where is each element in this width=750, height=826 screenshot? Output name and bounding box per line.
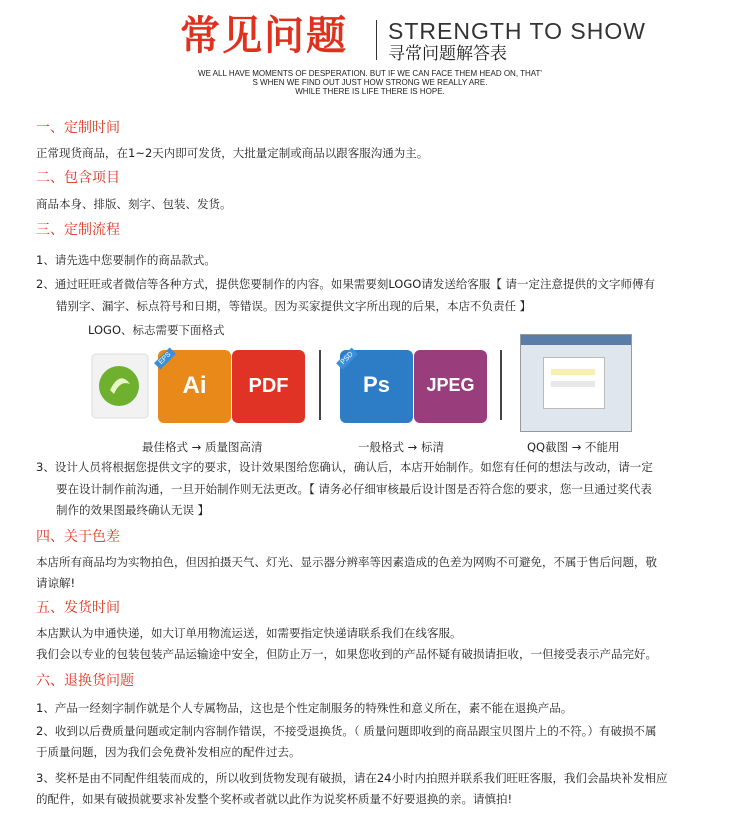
- jpeg-label: JPEG: [426, 375, 475, 395]
- return-rule-3-cont: 的配件，如果有破损就要求补发整个奖杯或者就以此作为说奖杯质量不好要退换的亲。请慎拍!: [36, 792, 513, 806]
- section-text: 本店所有商品均为实物拍色，但因拍摄天气、灯光、显示器分辨率等因素造成的色差为网购不可避免，不属于售后问题，敬: [36, 555, 657, 569]
- section-text: 我们会以专业的包装包装产品运输途中安全，但防止万一，如果您收到的产品怀疑有破损请拒收，一但接受表示产品完好。: [36, 647, 657, 661]
- process-step-3: 3、设计人员将根据您提供文字的要求，设计效果图给您确认，确认后，本店开始制作。如您有任何的想法与改动，请一定: [36, 460, 653, 474]
- quote-line: S WHEN WE FIND OUT JUST HOW STRONG WE REALLY ARE.: [252, 78, 488, 87]
- section-title-included: 二、包含项目: [36, 170, 120, 186]
- ai-label: Ai: [182, 372, 207, 399]
- section-title-custom-time: 一、定制时间: [36, 120, 120, 136]
- return-rule-3: 3、奖杯是由不同配件组装而成的，所以收到货物发现有破损，请在24小时内拍照并联系我们旺旺客服，我们会晶块补发相应: [36, 771, 668, 785]
- best-format-caption: 最佳格式 → 质量图高清: [142, 440, 263, 454]
- process-step-1: 1、请先选中您要制作的商品款式。: [36, 253, 216, 267]
- page-subtitle: 寻常问题解答表: [388, 44, 507, 64]
- psd-tag: PSD: [336, 347, 358, 369]
- return-rule-2: 2、收到以后费质量问题或定制内容制作错误，不接受退换货。（ 质量问题即收到的商品跟宝贝图片上的不符。）有破损不属: [36, 724, 657, 738]
- return-rule-2-cont: 于质量问题，因为我们会免费补发相应的配件过去。: [36, 745, 301, 759]
- return-rule-1: 1、产品一经刻字制作就是个人专属物品，这也是个性定制服务的特殊性和意义所在，素不能在退换产品。: [36, 701, 573, 715]
- pdf-label: PDF: [248, 375, 289, 397]
- section-text: 正常现货商品，在1~2天内即可发货，大批量定制或商品以跟客服沟通为主。: [36, 146, 429, 160]
- format-divider: [500, 350, 502, 420]
- qq-screenshot-thumbnail: [520, 334, 632, 432]
- section-title-process: 三、定制流程: [36, 222, 120, 238]
- section-title-color-diff: 四、关于色差: [36, 529, 120, 545]
- page-title: 常见问题: [180, 13, 348, 59]
- process-step-2-cont: 错别字、漏字、标点符号和日期，等错误。因为买家提供文字所出现的后果，本店不负责任 】: [56, 299, 532, 313]
- coreldraw-icon: [86, 350, 159, 423]
- pdf-file-icon: [232, 350, 305, 423]
- title-english: STRENGTH TO SHOW: [388, 18, 646, 44]
- section-title-returns: 六、退换货问题: [36, 673, 134, 689]
- normal-format-caption: 一般格式 → 标清: [358, 440, 444, 454]
- section-text: 本店默认为申通快递，如大订单用物流运送，如需要指定快递请联系我们在线客服。: [36, 626, 462, 640]
- formats-label: LOGO、标志需要下面格式: [88, 323, 225, 337]
- ai-file-icon: [158, 350, 231, 423]
- title-divider: [376, 20, 377, 60]
- section-text: 商品本身、排版、刻字、包装、发货。: [36, 197, 232, 211]
- section-text: 请谅解!: [36, 576, 76, 590]
- motto-quote: [150, 69, 590, 96]
- bad-format-caption: QQ截图 → 不能用: [527, 440, 620, 454]
- quote-line: WHILE THERE IS LIFE THERE IS HOPE.: [295, 87, 445, 96]
- ps-file-icon: [340, 350, 413, 423]
- section-title-shipping: 五、发货时间: [36, 600, 120, 616]
- quote-line: WE ALL HAVE MOMENTS OF DESPERATION. BUT IF WE CAN FACE THEM HEAD ON, THAT': [198, 69, 542, 78]
- process-step-3-cont: 要在设计制作前沟通，一旦开始制作则无法更改。【 请务必仔细审核最后设计图是否符合您的要求，您一旦通过奖代表: [56, 482, 652, 496]
- eps-tag: EPS: [154, 348, 176, 370]
- format-divider: [319, 350, 321, 420]
- process-step-2: 2、通过旺旺或者微信等各种方式，提供您要制作的内容。如果需要刻LOGO请发送给客服【 请一定注意提供的文字师傅有: [36, 277, 655, 291]
- jpeg-file-icon: [414, 350, 487, 423]
- process-step-3-cont: 制作的效果图最终确认无误 】: [56, 503, 210, 517]
- ps-label: Ps: [363, 372, 390, 397]
